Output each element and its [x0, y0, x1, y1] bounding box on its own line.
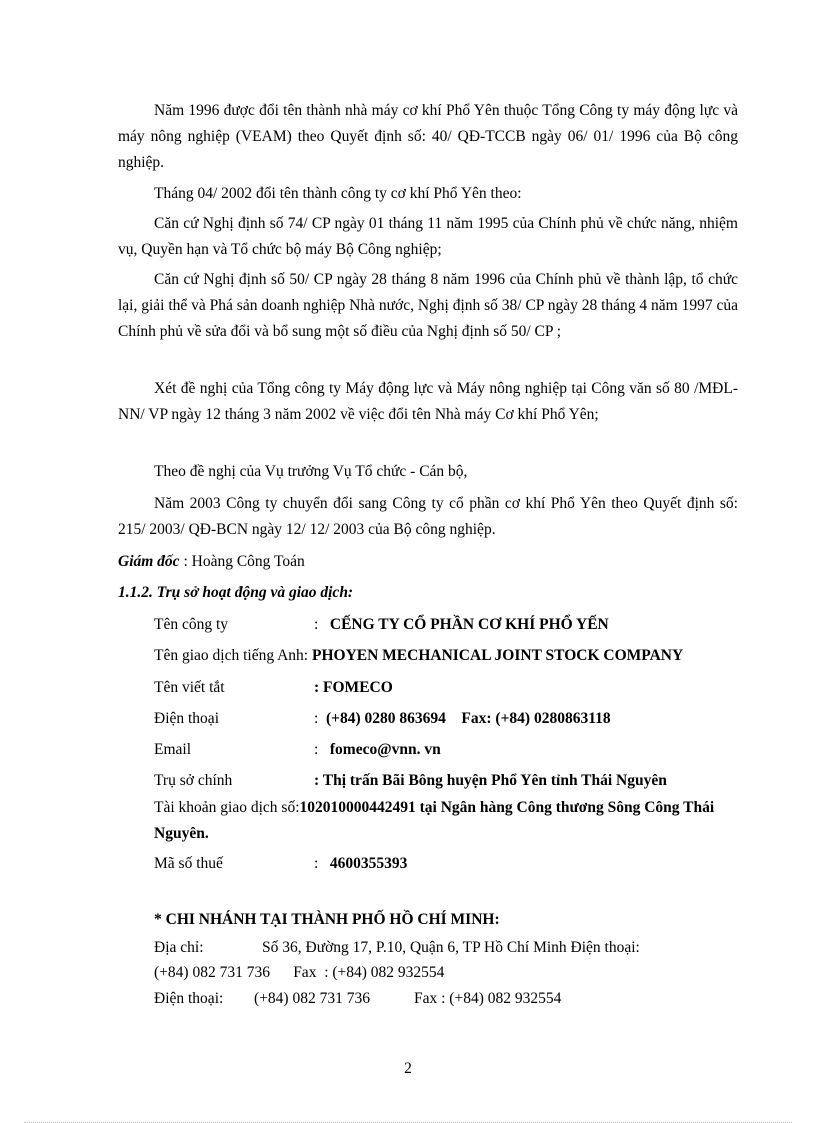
account-label: Tài khoản giao dịch số: — [154, 799, 300, 816]
director-value: : Hoàng Công Toán — [183, 553, 305, 570]
branch-address — [154, 935, 754, 961]
tax-value: 4600355393 — [329, 855, 408, 872]
info-phone: Điện thoại : (+84) 0280 863694 Fax: (+84) 0280863118 — [154, 706, 754, 732]
paragraph-6: Theo đề nghị của Vụ trưởng Vụ Tổ chức - Cán bộ, — [154, 463, 468, 480]
branch-phone — [154, 986, 754, 1012]
email-label: Email — [154, 741, 192, 758]
info-email: Email : fomeco@vnn. vn — [154, 737, 754, 763]
info-account — [154, 795, 724, 847]
info-abbr — [154, 675, 754, 701]
company-label: Tên công ty — [154, 616, 229, 633]
info-company: Tên công ty : CẾNG TY CỔ PHẦN CƠ KHÍ PHỔ YẾN — [154, 612, 754, 638]
paragraph-1: Năm 1996 được đổi tên thành nhà máy cơ khí Phổ Yên thuộc Tổng Công ty máy động lực và máy nông nghiệp (VEAM) theo Quyết định số: 40/ QĐ-TCCB ngày 06/ 01/ 1996 của Bộ công nghiệp. — [118, 102, 738, 171]
branch-title: * CHI NHÁNH TẠI THÀNH PHỐ HỒ CHÍ MINH: — [154, 911, 500, 928]
paragraph-2: Tháng 04/ 2002 đổi tên thành công ty cơ khí Phổ Yên theo: — [154, 185, 522, 202]
branch-fax: Fax : (+84) 082 932554 — [414, 990, 562, 1007]
abbr-value: : FOMECO — [314, 679, 393, 696]
info-english-name — [154, 643, 754, 669]
section-title: 1.1.2. Trụ sở hoạt động và giao dịch: — [118, 584, 354, 601]
account-value: 102010000442491 tại Ngân hàng Công thương Sông Công Thái Nguyên. — [154, 799, 715, 842]
paragraph-4: Căn cứ Nghị định số 50/ CP ngày 28 tháng 8 năm 1996 của Chính phủ về thành lập, tổ chức lại, giải thể và Phá sản doanh nghiệp Nhà nước, Nghị định số 38/ CP ngày 28 tháng 4 năm 1997 của Chính phủ về sửa đổi và bổ sung một số điều của Nghị định số 50/ CP ; — [118, 271, 738, 340]
paragraph-5: Xét đề nghị của Tổng công ty Máy động lực và Máy nông nghiệp tại Công văn số 80 /MĐL- NN/ VP ngày 12 tháng 3 năm 2002 về việc đổi tên Nhà máy Cơ khí Phổ Yên; — [118, 380, 738, 423]
fax-label: Fax: — [461, 710, 492, 727]
email-value: fomeco@vnn. vn — [329, 741, 441, 758]
hq-value: : Thị trấn Bãi Bông huyện Phổ Yên tỉnh Thái Nguyên — [314, 772, 667, 789]
director-label: Giám đốc — [118, 553, 180, 570]
tax-label: Mã số thuế — [154, 855, 223, 872]
page-number: 2 — [404, 1060, 412, 1077]
branch-phone-label: Điện thoại: — [154, 990, 224, 1007]
branch-phone-value: (+84) 082 731 736 — [254, 990, 370, 1007]
branch-address-label: Địa chỉ: — [154, 939, 204, 956]
fax-value: (+84) 0280863118 — [495, 710, 611, 727]
paragraph-3: Căn cứ Nghị định số 74/ CP ngày 01 tháng 11 năm 1995 của Chính phủ về chức năng, nhiệm vụ, Quyền hạn và Tổ chức bộ máy Bộ Công nghiệp; — [118, 215, 738, 258]
paragraph-7: Năm 2003 Công ty chuyển đổi sang Công ty cổ phần cơ khí Phổ Yên theo Quyết định số: 215/ 2003/ QĐ-BCN ngày 12/ 12/ 2003 của Bộ công nghiệp. — [118, 495, 738, 538]
phone-value: (+84) 0280 863694 — [326, 710, 446, 727]
info-tax: Mã số thuế : 4600355393 — [154, 851, 754, 877]
director-line — [118, 549, 738, 575]
english-value: PHOYEN MECHANICAL JOINT STOCK COMPANY — [311, 647, 684, 664]
branch-line-2: (+84) 082 731 736 Fax : (+84) 082 932554 — [154, 964, 445, 981]
english-label: Tên giao dịch tiếng Anh: — [154, 647, 309, 664]
phone-label: Điện thoại — [154, 710, 219, 727]
info-headquarters — [154, 768, 754, 794]
branch-address-value: Số 36, Đường 17, P.10, Quận 6, TP Hồ Chí Minh Điện thoại: — [262, 939, 640, 956]
hq-label: Trụ sở chính — [154, 772, 233, 789]
abbr-label: Tên viết tắt — [154, 679, 225, 696]
company-value: CẾNG TY CỔ PHẦN CƠ KHÍ PHỔ YẾN — [329, 616, 609, 633]
